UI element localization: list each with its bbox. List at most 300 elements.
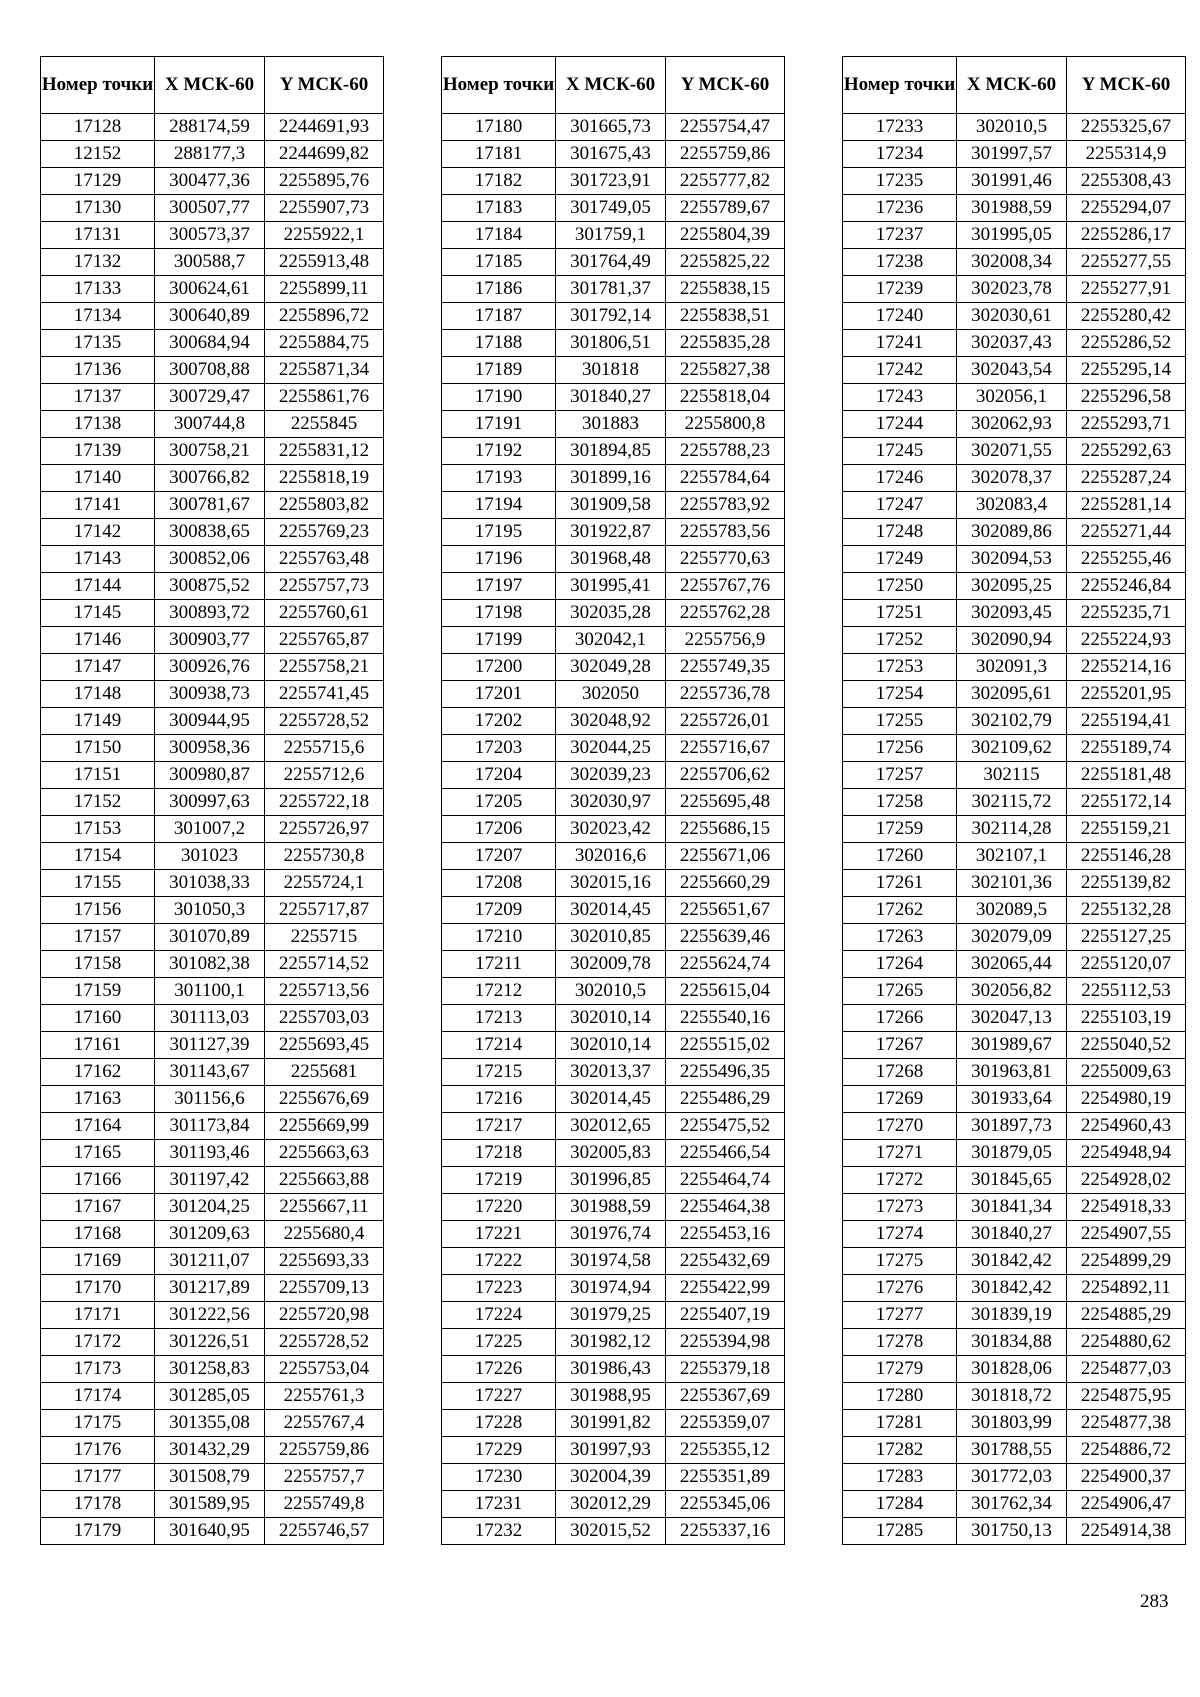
table-row — [41, 384, 384, 411]
y-coordinate-cell: 2255663,63 — [265, 1140, 384, 1167]
point-number-cell: 17153 — [41, 816, 155, 843]
y-coordinate-cell: 2255695,48 — [666, 789, 785, 816]
point-number-cell: 17185 — [442, 249, 556, 276]
x-coordinate-cell: 302023,42 — [556, 816, 666, 843]
y-coordinate-cell: 2255838,15 — [666, 276, 785, 303]
y-coordinate-cell: 2255394,98 — [666, 1329, 785, 1356]
y-coordinate-cell: 2255765,87 — [265, 627, 384, 654]
y-coordinate-cell: 2255753,04 — [265, 1356, 384, 1383]
x-coordinate-cell: 301841,34 — [957, 1194, 1067, 1221]
y-coordinate-cell: 2255800,8 — [666, 411, 785, 438]
x-coordinate-cell: 301974,58 — [556, 1248, 666, 1275]
coordinates-table-1 — [40, 56, 384, 1545]
y-coordinate-cell: 2255280,42 — [1067, 303, 1186, 330]
point-number-cell: 17240 — [843, 303, 957, 330]
x-coordinate-cell: 300875,52 — [155, 573, 265, 600]
y-coordinate-cell: 2254980,19 — [1067, 1086, 1186, 1113]
table-row — [843, 654, 1186, 681]
y-coordinate-cell: 2255788,23 — [666, 438, 785, 465]
y-coordinate-cell: 2254900,37 — [1067, 1464, 1186, 1491]
table-row — [442, 330, 785, 357]
y-coordinate-cell: 2255432,69 — [666, 1248, 785, 1275]
y-coordinate-cell: 2254928,02 — [1067, 1167, 1186, 1194]
x-coordinate-cell: 302015,52 — [556, 1518, 666, 1545]
x-coordinate-cell: 301988,95 — [556, 1383, 666, 1410]
point-number-cell: 17277 — [843, 1302, 957, 1329]
x-coordinate-cell: 302014,45 — [556, 897, 666, 924]
header-y: Y МСК-60 — [1067, 57, 1186, 114]
y-coordinate-cell: 2255287,24 — [1067, 465, 1186, 492]
x-coordinate-cell: 302109,62 — [957, 735, 1067, 762]
point-number-cell: 17173 — [41, 1356, 155, 1383]
table-row — [41, 492, 384, 519]
point-number-cell: 17208 — [442, 870, 556, 897]
x-coordinate-cell: 302094,53 — [957, 546, 1067, 573]
point-number-cell: 17236 — [843, 195, 957, 222]
table-row — [442, 303, 785, 330]
coordinates-table-3 — [842, 56, 1186, 1545]
y-coordinate-cell: 2255825,22 — [666, 249, 785, 276]
point-number-cell: 17138 — [41, 411, 155, 438]
x-coordinate-cell: 301792,14 — [556, 303, 666, 330]
table-row — [41, 1518, 384, 1545]
x-coordinate-cell: 302101,36 — [957, 870, 1067, 897]
point-number-cell: 17256 — [843, 735, 957, 762]
table-row — [843, 546, 1186, 573]
table-row — [843, 1464, 1186, 1491]
table-row — [41, 438, 384, 465]
x-coordinate-cell: 302035,28 — [556, 600, 666, 627]
y-coordinate-cell: 2255255,46 — [1067, 546, 1186, 573]
point-number-cell: 17143 — [41, 546, 155, 573]
y-coordinate-cell: 2255728,52 — [265, 708, 384, 735]
point-number-cell: 17202 — [442, 708, 556, 735]
point-number-cell: 17258 — [843, 789, 957, 816]
table-row — [843, 681, 1186, 708]
point-number-cell: 17147 — [41, 654, 155, 681]
y-coordinate-cell: 2255292,63 — [1067, 438, 1186, 465]
table-row — [442, 843, 785, 870]
point-number-cell: 17261 — [843, 870, 957, 897]
point-number-cell: 17175 — [41, 1410, 155, 1437]
point-number-cell: 17271 — [843, 1140, 957, 1167]
x-coordinate-cell: 301976,74 — [556, 1221, 666, 1248]
table-row — [442, 870, 785, 897]
y-coordinate-cell: 2255663,88 — [265, 1167, 384, 1194]
table-row — [843, 708, 1186, 735]
point-number-cell: 17204 — [442, 762, 556, 789]
x-coordinate-cell: 302048,92 — [556, 708, 666, 735]
table-header-row — [41, 57, 384, 114]
point-number-cell: 17253 — [843, 654, 957, 681]
point-number-cell: 17278 — [843, 1329, 957, 1356]
y-coordinate-cell: 2255803,82 — [265, 492, 384, 519]
y-coordinate-cell: 2254885,29 — [1067, 1302, 1186, 1329]
y-coordinate-cell: 2255325,67 — [1067, 114, 1186, 141]
x-coordinate-cell: 301988,59 — [556, 1194, 666, 1221]
table-row — [843, 762, 1186, 789]
x-coordinate-cell: 302008,34 — [957, 249, 1067, 276]
table-row — [843, 195, 1186, 222]
header-point-number: Номер точки — [843, 57, 957, 114]
table-row — [843, 114, 1186, 141]
x-coordinate-cell: 301204,25 — [155, 1194, 265, 1221]
point-number-cell: 17252 — [843, 627, 957, 654]
point-number-cell: 17221 — [442, 1221, 556, 1248]
table-row — [843, 411, 1186, 438]
x-coordinate-cell: 301772,03 — [957, 1464, 1067, 1491]
table-row — [41, 1005, 384, 1032]
table-row — [442, 249, 785, 276]
x-coordinate-cell: 302114,28 — [957, 816, 1067, 843]
y-coordinate-cell: 2255838,51 — [666, 303, 785, 330]
x-coordinate-cell: 301023 — [155, 843, 265, 870]
x-coordinate-cell: 300997,63 — [155, 789, 265, 816]
table-row — [442, 816, 785, 843]
table-row — [442, 1275, 785, 1302]
x-coordinate-cell: 288177,3 — [155, 141, 265, 168]
x-coordinate-cell: 301781,37 — [556, 276, 666, 303]
table-row — [41, 762, 384, 789]
x-coordinate-cell: 302065,44 — [957, 951, 1067, 978]
x-coordinate-cell: 300744,8 — [155, 411, 265, 438]
point-number-cell: 17177 — [41, 1464, 155, 1491]
y-coordinate-cell: 2255294,07 — [1067, 195, 1186, 222]
table-row — [843, 1032, 1186, 1059]
point-number-cell: 17243 — [843, 384, 957, 411]
x-coordinate-cell: 301818,72 — [957, 1383, 1067, 1410]
point-number-cell: 17203 — [442, 735, 556, 762]
table-row — [442, 384, 785, 411]
point-number-cell: 17170 — [41, 1275, 155, 1302]
y-coordinate-cell: 2255286,52 — [1067, 330, 1186, 357]
y-coordinate-cell: 2255730,8 — [265, 843, 384, 870]
x-coordinate-cell: 302071,55 — [957, 438, 1067, 465]
y-coordinate-cell: 2255907,73 — [265, 195, 384, 222]
y-coordinate-cell: 2255770,63 — [666, 546, 785, 573]
y-coordinate-cell: 2255112,53 — [1067, 978, 1186, 1005]
point-number-cell: 12152 — [41, 141, 155, 168]
point-number-cell: 17241 — [843, 330, 957, 357]
y-coordinate-cell: 2255540,16 — [666, 1005, 785, 1032]
point-number-cell: 17150 — [41, 735, 155, 762]
point-number-cell: 17207 — [442, 843, 556, 870]
y-coordinate-cell: 2255194,41 — [1067, 708, 1186, 735]
table-row — [442, 1194, 785, 1221]
x-coordinate-cell: 302009,78 — [556, 951, 666, 978]
y-coordinate-cell: 2255777,82 — [666, 168, 785, 195]
point-number-cell: 17159 — [41, 978, 155, 1005]
x-coordinate-cell: 302062,93 — [957, 411, 1067, 438]
x-coordinate-cell: 300838,65 — [155, 519, 265, 546]
x-coordinate-cell: 302095,25 — [957, 573, 1067, 600]
y-coordinate-cell: 2255783,56 — [666, 519, 785, 546]
x-coordinate-cell: 302042,1 — [556, 627, 666, 654]
x-coordinate-cell: 302091,3 — [957, 654, 1067, 681]
x-coordinate-cell: 302016,6 — [556, 843, 666, 870]
point-number-cell: 17272 — [843, 1167, 957, 1194]
x-coordinate-cell: 300944,95 — [155, 708, 265, 735]
point-number-cell: 17144 — [41, 573, 155, 600]
x-coordinate-cell: 301986,43 — [556, 1356, 666, 1383]
table-row — [41, 600, 384, 627]
table-row — [442, 141, 785, 168]
point-number-cell: 17157 — [41, 924, 155, 951]
point-number-cell: 17251 — [843, 600, 957, 627]
point-number-cell: 17232 — [442, 1518, 556, 1545]
table-row — [843, 1383, 1186, 1410]
x-coordinate-cell: 301996,85 — [556, 1167, 666, 1194]
point-number-cell: 17151 — [41, 762, 155, 789]
x-coordinate-cell: 301749,05 — [556, 195, 666, 222]
y-coordinate-cell: 2255337,16 — [666, 1518, 785, 1545]
x-coordinate-cell: 301879,05 — [957, 1140, 1067, 1167]
x-coordinate-cell: 302050 — [556, 681, 666, 708]
y-coordinate-cell: 2255913,48 — [265, 249, 384, 276]
point-number-cell: 17133 — [41, 276, 155, 303]
x-coordinate-cell: 300729,47 — [155, 384, 265, 411]
y-coordinate-cell: 2254914,38 — [1067, 1518, 1186, 1545]
point-number-cell: 17227 — [442, 1383, 556, 1410]
table-row — [41, 1194, 384, 1221]
x-coordinate-cell: 301899,16 — [556, 465, 666, 492]
y-coordinate-cell: 2255639,46 — [666, 924, 785, 951]
point-number-cell: 17163 — [41, 1086, 155, 1113]
x-coordinate-cell: 301842,42 — [957, 1248, 1067, 1275]
y-coordinate-cell: 2255293,71 — [1067, 411, 1186, 438]
point-number-cell: 17238 — [843, 249, 957, 276]
x-coordinate-cell: 301193,46 — [155, 1140, 265, 1167]
x-coordinate-cell: 300958,36 — [155, 735, 265, 762]
table-row — [843, 384, 1186, 411]
y-coordinate-cell: 2255716,67 — [666, 735, 785, 762]
table-row — [442, 438, 785, 465]
point-number-cell: 17213 — [442, 1005, 556, 1032]
point-number-cell: 17187 — [442, 303, 556, 330]
point-number-cell: 17178 — [41, 1491, 155, 1518]
x-coordinate-cell: 300893,72 — [155, 600, 265, 627]
table-row — [843, 1491, 1186, 1518]
table-row — [442, 465, 785, 492]
x-coordinate-cell: 301750,13 — [957, 1518, 1067, 1545]
y-coordinate-cell: 2255693,45 — [265, 1032, 384, 1059]
table-row — [41, 897, 384, 924]
table-row — [843, 1194, 1186, 1221]
y-coordinate-cell: 2255749,8 — [265, 1491, 384, 1518]
table-row — [41, 708, 384, 735]
point-number-cell: 17275 — [843, 1248, 957, 1275]
y-coordinate-cell: 2255669,99 — [265, 1113, 384, 1140]
point-number-cell: 17145 — [41, 600, 155, 627]
x-coordinate-cell: 301818 — [556, 357, 666, 384]
table-row — [442, 357, 785, 384]
y-coordinate-cell: 2255693,33 — [265, 1248, 384, 1275]
x-coordinate-cell: 301989,67 — [957, 1032, 1067, 1059]
x-coordinate-cell: 301894,85 — [556, 438, 666, 465]
point-number-cell: 17284 — [843, 1491, 957, 1518]
table-row — [843, 573, 1186, 600]
point-number-cell: 17276 — [843, 1275, 957, 1302]
point-number-cell: 17209 — [442, 897, 556, 924]
y-coordinate-cell: 2255767,76 — [666, 573, 785, 600]
table-row — [41, 573, 384, 600]
header-y: Y МСК-60 — [265, 57, 384, 114]
x-coordinate-cell: 288174,59 — [155, 114, 265, 141]
point-number-cell: 17234 — [843, 141, 957, 168]
x-coordinate-cell: 300852,06 — [155, 546, 265, 573]
table-row — [41, 627, 384, 654]
point-number-cell: 17280 — [843, 1383, 957, 1410]
y-coordinate-cell: 2255181,48 — [1067, 762, 1186, 789]
point-number-cell: 17142 — [41, 519, 155, 546]
point-number-cell: 17274 — [843, 1221, 957, 1248]
point-number-cell: 17169 — [41, 1248, 155, 1275]
point-number-cell: 17180 — [442, 114, 556, 141]
table-row — [442, 1059, 785, 1086]
point-number-cell: 17216 — [442, 1086, 556, 1113]
x-coordinate-cell: 301007,2 — [155, 816, 265, 843]
y-coordinate-cell: 2255189,74 — [1067, 735, 1186, 762]
x-coordinate-cell: 301995,05 — [957, 222, 1067, 249]
point-number-cell: 17194 — [442, 492, 556, 519]
y-coordinate-cell: 2255899,11 — [265, 276, 384, 303]
y-coordinate-cell: 2255871,34 — [265, 357, 384, 384]
x-coordinate-cell: 301788,55 — [957, 1437, 1067, 1464]
point-number-cell: 17200 — [442, 654, 556, 681]
y-coordinate-cell: 2255355,12 — [666, 1437, 785, 1464]
x-coordinate-cell: 301143,67 — [155, 1059, 265, 1086]
x-coordinate-cell: 302089,5 — [957, 897, 1067, 924]
y-coordinate-cell: 2255736,78 — [666, 681, 785, 708]
x-coordinate-cell: 301432,29 — [155, 1437, 265, 1464]
table-row — [843, 627, 1186, 654]
y-coordinate-cell: 2255651,67 — [666, 897, 785, 924]
y-coordinate-cell: 2255281,14 — [1067, 492, 1186, 519]
x-coordinate-cell: 302056,1 — [957, 384, 1067, 411]
x-coordinate-cell: 301991,82 — [556, 1410, 666, 1437]
x-coordinate-cell: 302014,45 — [556, 1086, 666, 1113]
x-coordinate-cell: 301211,07 — [155, 1248, 265, 1275]
table-row — [843, 222, 1186, 249]
table-row — [843, 1005, 1186, 1032]
table-row — [41, 1437, 384, 1464]
point-number-cell: 17267 — [843, 1032, 957, 1059]
point-number-cell: 17140 — [41, 465, 155, 492]
x-coordinate-cell: 301285,05 — [155, 1383, 265, 1410]
x-coordinate-cell: 301038,33 — [155, 870, 265, 897]
table-row — [41, 870, 384, 897]
y-coordinate-cell: 2255728,52 — [265, 1329, 384, 1356]
y-coordinate-cell: 2255789,67 — [666, 195, 785, 222]
y-coordinate-cell: 2255224,93 — [1067, 627, 1186, 654]
x-coordinate-cell: 300926,76 — [155, 654, 265, 681]
x-coordinate-cell: 302078,37 — [957, 465, 1067, 492]
y-coordinate-cell: 2255763,48 — [265, 546, 384, 573]
table-row — [442, 627, 785, 654]
y-coordinate-cell: 2255172,14 — [1067, 789, 1186, 816]
table-row — [843, 1248, 1186, 1275]
table-row — [843, 1275, 1186, 1302]
table-row — [442, 1437, 785, 1464]
x-coordinate-cell: 301968,48 — [556, 546, 666, 573]
y-coordinate-cell: 2255314,9 — [1067, 141, 1186, 168]
point-number-cell: 17248 — [843, 519, 957, 546]
point-number-cell: 17233 — [843, 114, 957, 141]
table-row — [41, 1113, 384, 1140]
table-row — [442, 195, 785, 222]
point-number-cell: 17141 — [41, 492, 155, 519]
table-row — [41, 303, 384, 330]
table-row — [843, 816, 1186, 843]
table-row — [41, 1086, 384, 1113]
x-coordinate-cell: 301222,56 — [155, 1302, 265, 1329]
table-row — [442, 762, 785, 789]
x-coordinate-cell: 302079,09 — [957, 924, 1067, 951]
point-number-cell: 17262 — [843, 897, 957, 924]
table-row — [442, 735, 785, 762]
table-header-row — [843, 57, 1186, 114]
table-row — [41, 1275, 384, 1302]
table-row — [442, 1410, 785, 1437]
x-coordinate-cell: 301979,25 — [556, 1302, 666, 1329]
table-row — [843, 1059, 1186, 1086]
point-number-cell: 17190 — [442, 384, 556, 411]
point-number-cell: 17257 — [843, 762, 957, 789]
x-coordinate-cell: 301991,46 — [957, 168, 1067, 195]
x-coordinate-cell: 300758,21 — [155, 438, 265, 465]
table-row — [442, 1032, 785, 1059]
table-row — [41, 1167, 384, 1194]
y-coordinate-cell: 2255040,52 — [1067, 1032, 1186, 1059]
x-coordinate-cell: 301982,12 — [556, 1329, 666, 1356]
x-coordinate-cell: 301762,34 — [957, 1491, 1067, 1518]
x-coordinate-cell: 302090,94 — [957, 627, 1067, 654]
table-row — [41, 1221, 384, 1248]
x-coordinate-cell: 301922,87 — [556, 519, 666, 546]
x-coordinate-cell: 301355,08 — [155, 1410, 265, 1437]
point-number-cell: 17168 — [41, 1221, 155, 1248]
y-coordinate-cell: 2255680,4 — [265, 1221, 384, 1248]
y-coordinate-cell: 2255715 — [265, 924, 384, 951]
x-coordinate-cell: 302056,82 — [957, 978, 1067, 1005]
table-row — [442, 1113, 785, 1140]
x-coordinate-cell: 300903,77 — [155, 627, 265, 654]
y-coordinate-cell: 2255464,74 — [666, 1167, 785, 1194]
point-number-cell: 17195 — [442, 519, 556, 546]
table-row — [442, 1005, 785, 1032]
point-number-cell: 17155 — [41, 870, 155, 897]
point-number-cell: 17281 — [843, 1410, 957, 1437]
point-number-cell: 17171 — [41, 1302, 155, 1329]
point-number-cell: 17199 — [442, 627, 556, 654]
x-coordinate-cell: 301974,94 — [556, 1275, 666, 1302]
table-row — [41, 1356, 384, 1383]
x-coordinate-cell: 302049,28 — [556, 654, 666, 681]
point-number-cell: 17166 — [41, 1167, 155, 1194]
y-coordinate-cell: 2255308,43 — [1067, 168, 1186, 195]
y-coordinate-cell: 2255715,6 — [265, 735, 384, 762]
table-row — [442, 1086, 785, 1113]
y-coordinate-cell: 2255201,95 — [1067, 681, 1186, 708]
y-coordinate-cell: 2255515,02 — [666, 1032, 785, 1059]
point-number-cell: 17196 — [442, 546, 556, 573]
table-row — [843, 249, 1186, 276]
y-coordinate-cell: 2255741,45 — [265, 681, 384, 708]
x-coordinate-cell: 301127,39 — [155, 1032, 265, 1059]
point-number-cell: 17167 — [41, 1194, 155, 1221]
point-number-cell: 17218 — [442, 1140, 556, 1167]
y-coordinate-cell: 2255277,55 — [1067, 249, 1186, 276]
